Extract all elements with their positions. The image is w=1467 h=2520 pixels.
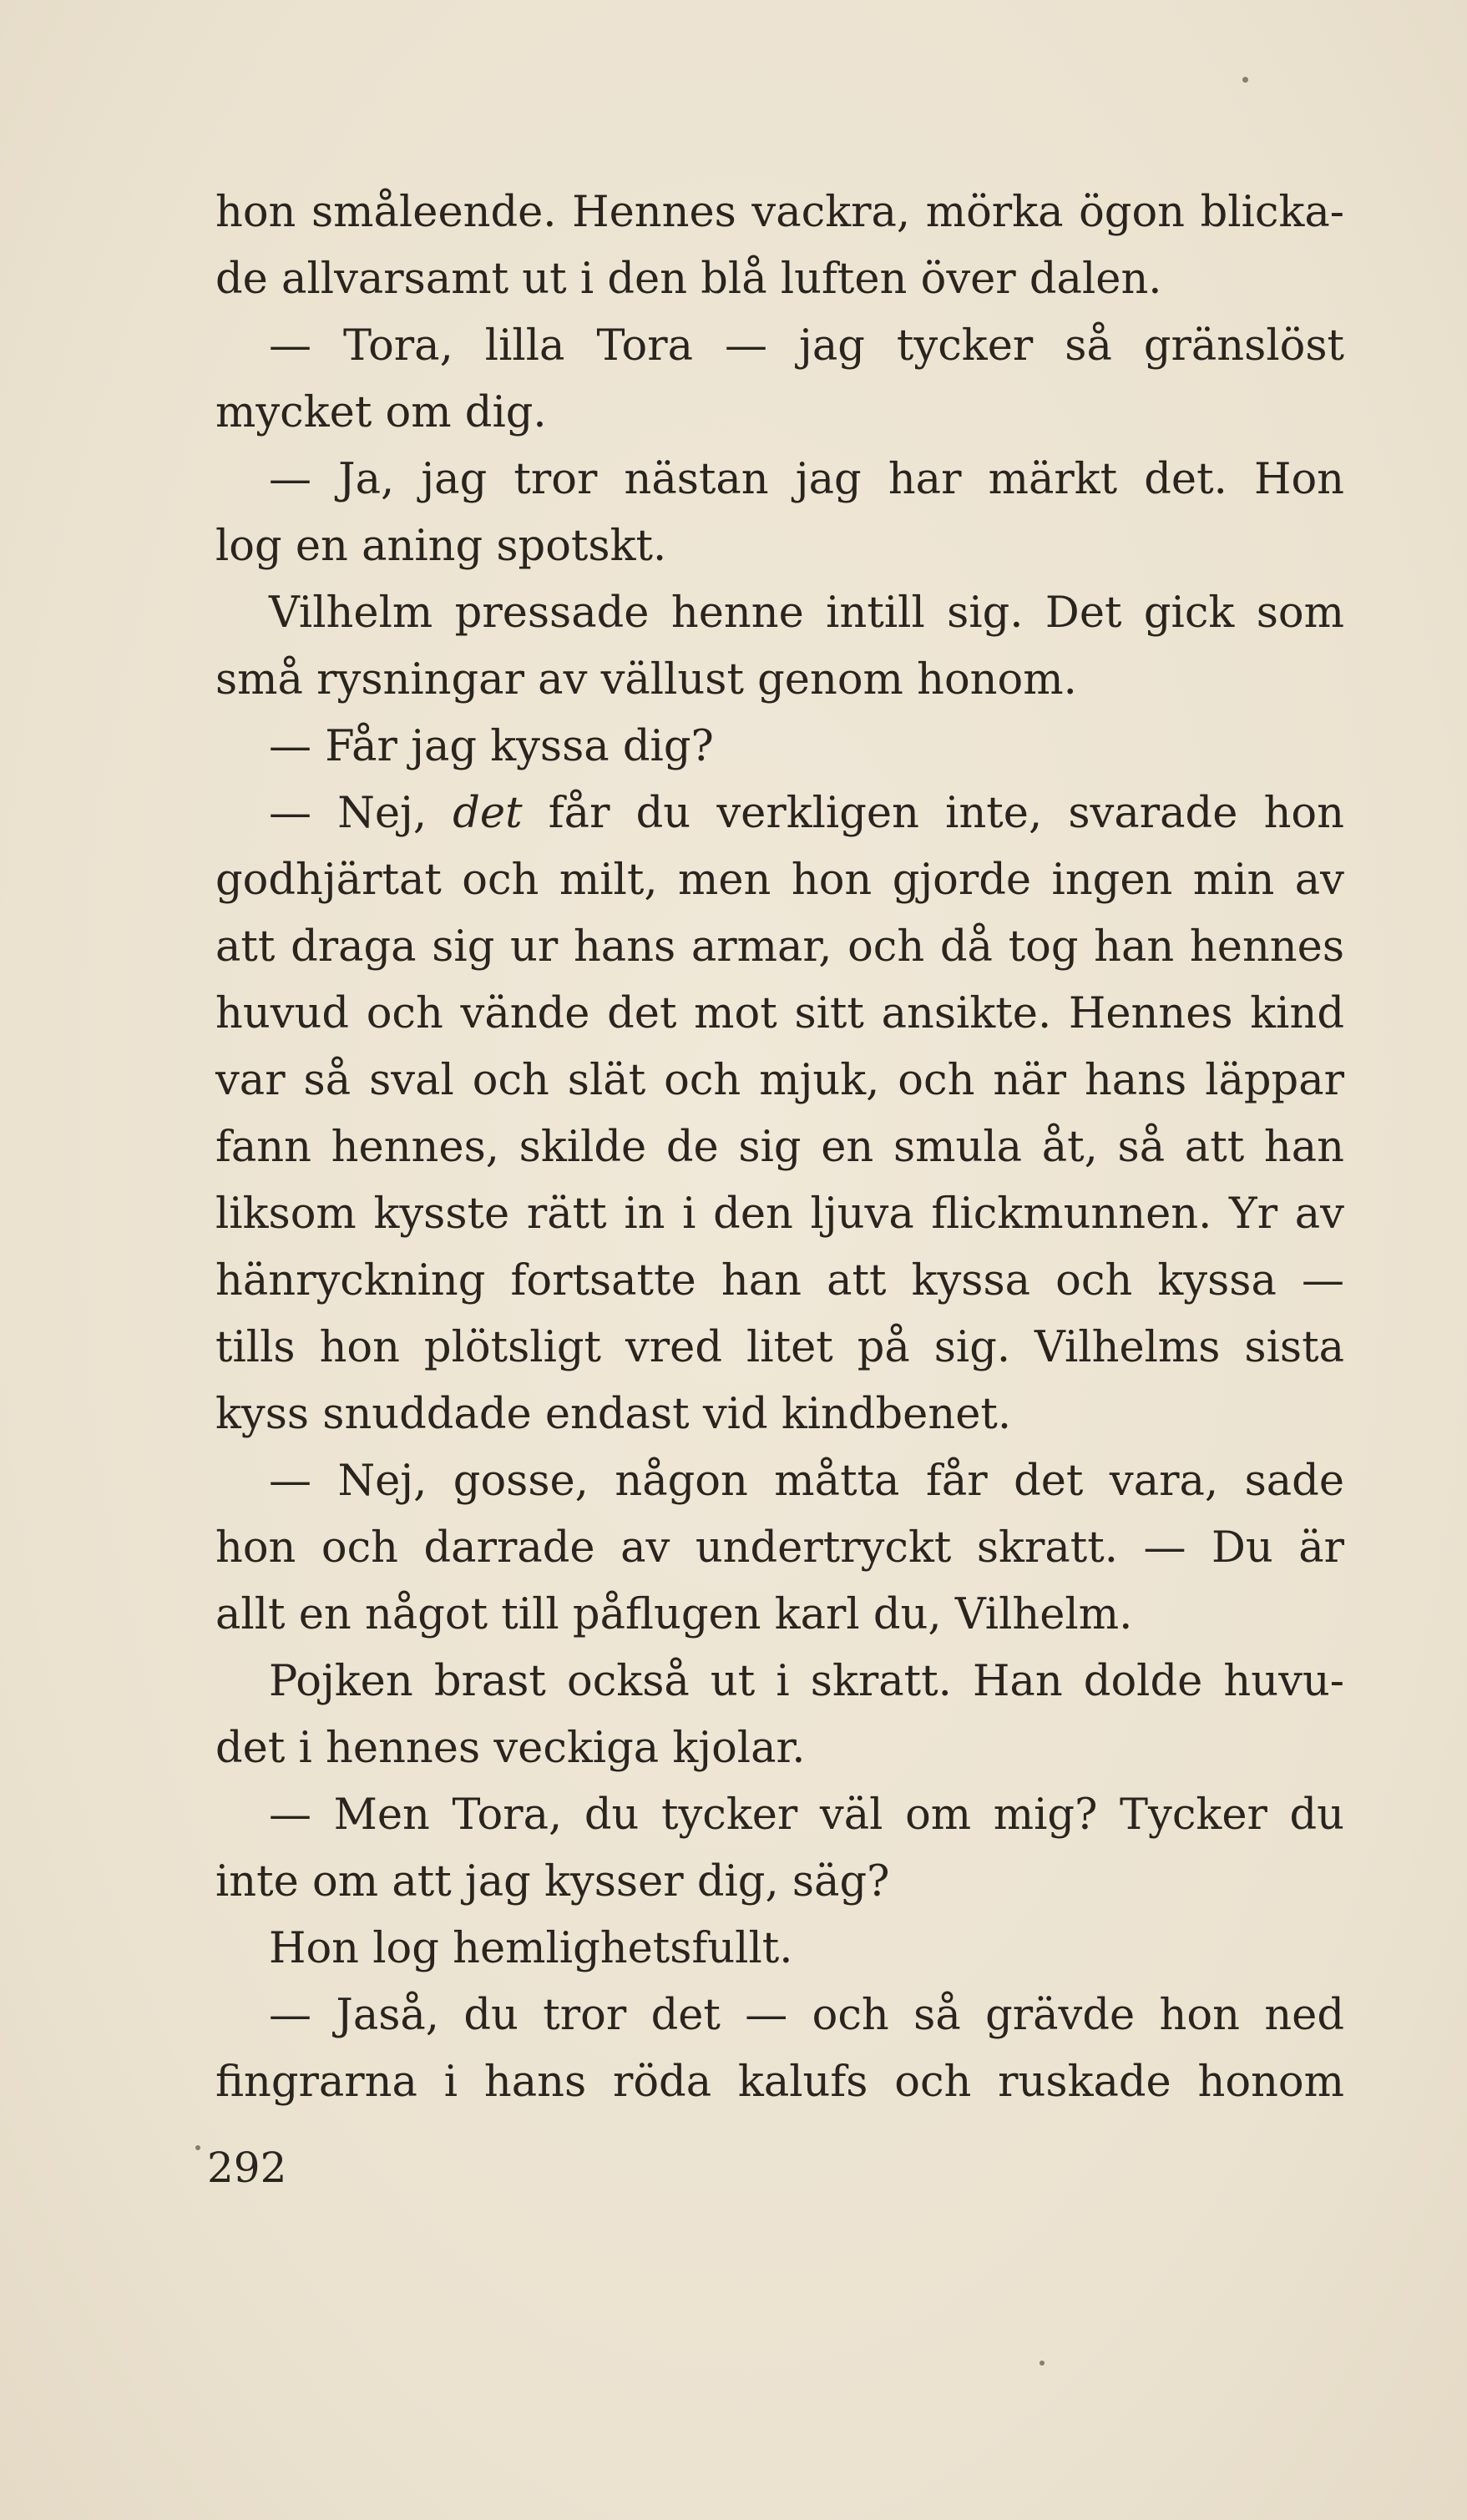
text-line: tills hon plötsligt vred litet på sig. Vilhelms sista bbox=[215, 1323, 1344, 1372]
text-line: var så sval och slät och mjuk, och när hans läppar bbox=[215, 1056, 1344, 1105]
text-line: huvud och vände det mot sitt ansikte. Hennes kind bbox=[215, 989, 1344, 1038]
text-line: — Jaså, du tror det — och så grävde hon ned bbox=[269, 1991, 1344, 2040]
text-line: — Nej, gosse, någon måtta får det vara, sade bbox=[269, 1457, 1344, 1506]
text-line: Hon log hemlighetsfullt. bbox=[269, 1924, 793, 1973]
paper-speck bbox=[1242, 77, 1248, 83]
text-line: Pojken brast också ut i skratt. Han dolde huvu- bbox=[269, 1657, 1344, 1706]
text-line: allt en något till påflugen karl du, Vilhelm. bbox=[215, 1590, 1133, 1639]
text-run: — Nej, bbox=[269, 789, 453, 838]
text-line: hon och darrade av undertryckt skratt. — Du är bbox=[215, 1523, 1344, 1573]
text-line: hon småleende. Hennes vackra, mörka ögon blicka- bbox=[215, 188, 1344, 237]
text-line: — Tora, lilla Tora — jag tycker så gränslöst bbox=[269, 321, 1344, 371]
text-line: små rysningar av vällust genom honom. bbox=[215, 655, 1077, 704]
text-run: får du verkligen inte, svarade hon bbox=[522, 789, 1344, 838]
text-line: — Ja, jag tror nästan jag har märkt det. Hon bbox=[269, 455, 1344, 504]
text-line: att draga sig ur hans armar, och då tog han hennes bbox=[215, 922, 1344, 972]
text-line: mycket om dig. bbox=[215, 388, 547, 437]
italic-emphasis: det bbox=[453, 789, 523, 838]
paper-speck bbox=[1040, 2361, 1045, 2366]
text-line: fingrarna i hans röda kalufs och ruskade honom bbox=[215, 2058, 1344, 2107]
text-line: Vilhelm pressade henne intill sig. Det gick som bbox=[269, 588, 1344, 638]
text-line: hänryckning fortsatte han att kyssa och kyssa — bbox=[215, 1256, 1344, 1305]
text-line: kyss snuddade endast vid kindbenet. bbox=[215, 1390, 1012, 1439]
text-line: det i hennes veckiga kjolar. bbox=[215, 1724, 806, 1773]
text-line: log en aning spotskt. bbox=[215, 522, 667, 571]
text-line: de allvarsamt ut i den blå luften över dalen. bbox=[215, 255, 1162, 304]
text-line bbox=[269, 780, 1344, 847]
text-line: liksom kysste rätt in i den ljuva flickmunnen. Yr av bbox=[215, 1189, 1344, 1239]
text-line: godhjärtat och milt, men hon gjorde ingen min av bbox=[215, 856, 1344, 905]
paper-speck bbox=[195, 2145, 200, 2150]
page-number: 292 bbox=[207, 2144, 287, 2192]
text-line: — Men Tora, du tycker väl om mig? Tycker du bbox=[269, 1790, 1344, 1840]
text-line: inte om att jag kysser dig, säg? bbox=[215, 1857, 890, 1906]
text-line: — Får jag kyssa dig? bbox=[269, 722, 714, 771]
text-line: fann hennes, skilde de sig en smula åt, så att han bbox=[215, 1123, 1344, 1172]
